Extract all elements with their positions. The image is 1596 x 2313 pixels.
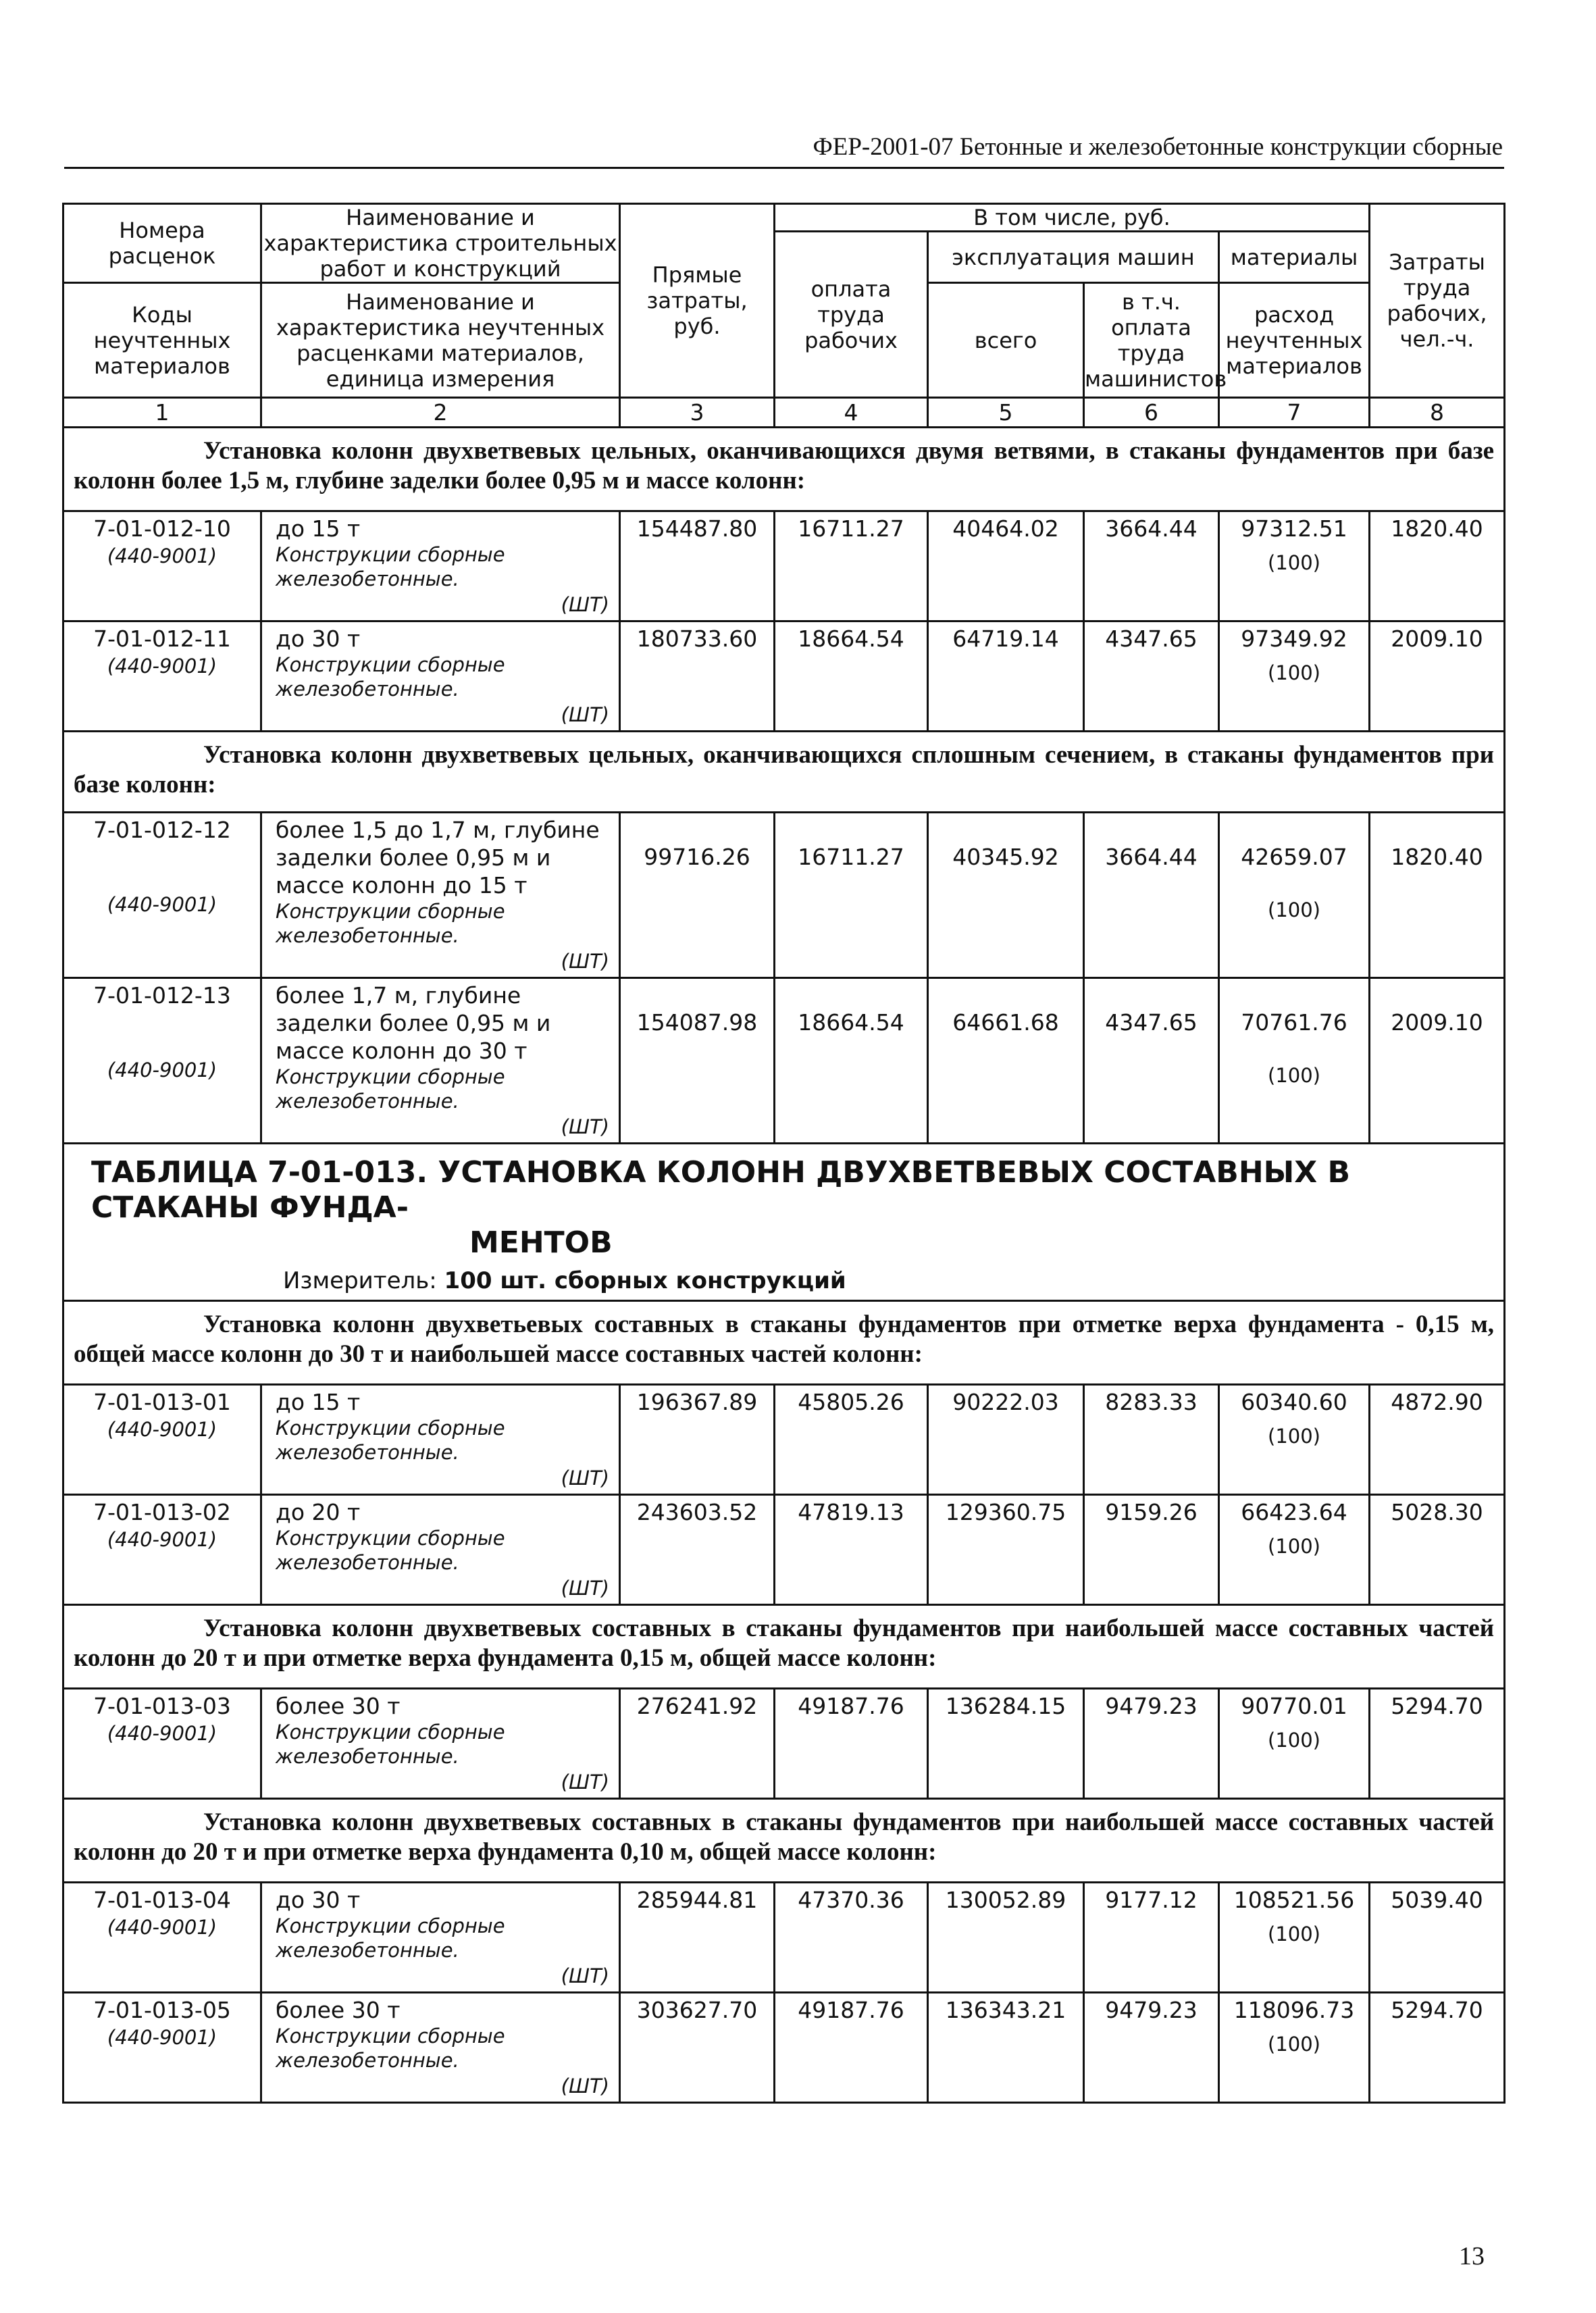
material-qty: (100)	[1268, 1064, 1320, 1087]
labor-pay: 47370.36	[775, 1883, 928, 1993]
rate-name: более 1,7 м, глубине заделки более 0,95 м и массе колонн до 30 т	[276, 982, 551, 1064]
material-name: Конструкции сборные железобетонные.	[276, 543, 505, 590]
machines-total: 40464.02	[928, 511, 1084, 621]
material-qty: (100)	[1268, 1425, 1320, 1448]
operators-pay: 4347.65	[1084, 978, 1219, 1144]
labor-pay: 16711.27	[775, 813, 928, 978]
header-labor-pay: оплата труда рабочих	[775, 232, 928, 398]
labor-hours: 2009.10	[1370, 978, 1505, 1144]
rate-code: 7-01-013-04	[93, 1887, 231, 1913]
header-work-name: Наименование и характеристика строительных работ и конструкций	[261, 204, 620, 283]
material-name: Конструкции сборные железобетонные.	[276, 1527, 505, 1574]
machines-total: 136284.15	[928, 1689, 1084, 1799]
rate-name-cell	[261, 1385, 620, 1495]
table-title-block	[63, 1144, 1505, 1301]
header-machines: эксплуатация машин	[928, 232, 1219, 283]
header-machines-total: всего	[928, 283, 1084, 398]
rate-code: 7-01-012-12	[93, 817, 231, 843]
direct-costs: 154087.98	[620, 978, 775, 1144]
machines-total: 130052.89	[928, 1883, 1084, 1993]
operators-pay: 9177.12	[1084, 1883, 1219, 1993]
material-code: (440-9001)	[107, 1528, 217, 1551]
material-qty: (100)	[1268, 1923, 1320, 1946]
labor-hours: 1820.40	[1370, 511, 1505, 621]
machines-total: 90222.03	[928, 1385, 1084, 1495]
materials-cell	[1219, 1883, 1370, 1993]
rates-table	[62, 203, 1505, 2104]
material-name: Конструкции сборные железобетонные.	[276, 1065, 505, 1113]
materials-value: 42659.07	[1241, 844, 1347, 870]
materials-cell	[1219, 1689, 1370, 1799]
rate-code-cell	[63, 1385, 261, 1495]
section-heading: Установка колонн двухветвевых составных в стаканы фундаментов при наибольшей массе составных частей колонн до 20 т и при отметке верха фундамента 0,15 м, общей массе колонн:	[63, 1605, 1505, 1689]
rate-name-cell	[261, 813, 620, 978]
section-heading: Установка колонн двухветвевых составных в стаканы фундаментов при наибольшей массе составных частей колонн до 20 т и при отметке верха фундамента 0,10 м, общей массе колонн:	[63, 1799, 1505, 1883]
header-unaccounted-materials: расход неучтенных материалов	[1219, 283, 1370, 398]
materials-cell	[1219, 511, 1370, 621]
unit: (ШТ)	[561, 1771, 609, 1794]
unit: (ШТ)	[561, 1115, 609, 1138]
machines-total: 64719.14	[928, 621, 1084, 732]
operators-pay: 8283.33	[1084, 1385, 1219, 1495]
materials-cell	[1219, 1385, 1370, 1495]
material-name: Конструкции сборные железобетонные.	[276, 2025, 505, 2072]
material-code: (440-9001)	[107, 655, 217, 678]
table-title: ТАБЛИЦА 7-01-013. УСТАНОВКА КОЛОНН ДВУХВЕТВЕВЫХ СОСТАВНЫХ В СТАКАНЫ ФУНДА-	[91, 1155, 1351, 1225]
material-qty: (100)	[1268, 2033, 1320, 2056]
rate-code-cell	[63, 1883, 261, 1993]
rate-name-cell	[261, 1689, 620, 1799]
materials-value: 60340.60	[1241, 1389, 1347, 1415]
unit: (ШТ)	[561, 2075, 609, 2098]
header-rule	[64, 167, 1504, 169]
unit: (ШТ)	[561, 950, 609, 973]
section-heading: Установка колонн двухветвевых цельных, оканчивающихся двумя ветвями, в стаканы фундаментов при базе колонн более 1,5 м, глубине заделки более 0,95 м и массе колонн:	[63, 428, 1505, 511]
materials-value: 108521.56	[1233, 1887, 1355, 1913]
operators-pay: 9479.23	[1084, 1689, 1219, 1799]
rate-name: до 20 т	[276, 1499, 361, 1525]
unit: (ШТ)	[561, 1577, 609, 1600]
labor-hours: 2009.10	[1370, 621, 1505, 732]
operators-pay: 3664.44	[1084, 813, 1219, 978]
material-qty: (100)	[1268, 551, 1320, 574]
rate-name: до 30 т	[276, 626, 361, 652]
column-number: 3	[620, 398, 775, 428]
materials-value: 97349.92	[1241, 626, 1347, 652]
rate-name: более 1,5 до 1,7 м, глубине заделки более 0,95 м и массе колонн до 15 т	[276, 817, 600, 898]
unit: (ШТ)	[561, 1467, 609, 1490]
direct-costs: 243603.52	[620, 1495, 775, 1605]
material-code: (440-9001)	[107, 1916, 217, 1939]
rate-code-cell	[63, 1689, 261, 1799]
column-number: 1	[63, 398, 261, 428]
direct-costs: 303627.70	[620, 1993, 775, 2103]
labor-pay: 49187.76	[775, 1993, 928, 2103]
materials-value: 66423.64	[1241, 1499, 1347, 1525]
material-name: Конструкции сборные железобетонные.	[276, 900, 505, 947]
section-heading: Установка колонн двухветьевых составных в стаканы фундаментов при отметке верха фундамента - 0,15 м, общей массе колонн до 30 т и наибольшей массе составных частей колонн:	[63, 1301, 1505, 1385]
rate-name: до 30 т	[276, 1887, 361, 1913]
column-number: 6	[1084, 398, 1219, 428]
direct-costs: 285944.81	[620, 1883, 775, 1993]
material-qty: (100)	[1268, 661, 1320, 684]
header-labor-hours: Затраты труда рабочих, чел.-ч.	[1370, 204, 1505, 398]
rate-name-cell	[261, 1993, 620, 2103]
measure-label: Измеритель:	[283, 1267, 437, 1294]
header-rate-number: Номера расценок	[63, 204, 261, 283]
rate-code: 7-01-013-02	[93, 1499, 231, 1525]
materials-cell	[1219, 621, 1370, 732]
labor-hours: 1820.40	[1370, 813, 1505, 978]
operators-pay: 3664.44	[1084, 511, 1219, 621]
rate-name-cell	[261, 621, 620, 732]
rate-name: до 15 т	[276, 1389, 361, 1415]
material-name: Конструкции сборные железобетонные.	[276, 1721, 505, 1768]
material-code: (440-9001)	[107, 2026, 217, 2049]
rate-name: более 30 т	[276, 1693, 401, 1719]
materials-cell	[1219, 813, 1370, 978]
labor-pay: 47819.13	[775, 1495, 928, 1605]
labor-hours: 4872.90	[1370, 1385, 1505, 1495]
material-code: (440-9001)	[107, 1418, 217, 1441]
material-name: Конструкции сборные железобетонные.	[276, 1417, 505, 1464]
labor-hours: 5294.70	[1370, 1689, 1505, 1799]
material-code: (440-9001)	[107, 1059, 217, 1082]
material-qty: (100)	[1268, 898, 1320, 921]
material-qty: (100)	[1268, 1729, 1320, 1752]
rate-code-cell	[63, 813, 261, 978]
page-number: 13	[1459, 2242, 1485, 2270]
direct-costs: 196367.89	[620, 1385, 775, 1495]
direct-costs: 276241.92	[620, 1689, 775, 1799]
labor-hours: 5039.40	[1370, 1883, 1505, 1993]
rate-code-cell	[63, 1993, 261, 2103]
rate-code: 7-01-012-13	[93, 982, 231, 1009]
header-materials: материалы	[1219, 232, 1370, 283]
table-title-continued: МЕНТОВ	[469, 1225, 613, 1260]
measure-value: 100 шт. сборных конструкций	[444, 1267, 846, 1294]
column-number: 5	[928, 398, 1084, 428]
machines-total: 40345.92	[928, 813, 1084, 978]
column-number: 2	[261, 398, 620, 428]
table-measure	[91, 1267, 1490, 1294]
labor-pay: 45805.26	[775, 1385, 928, 1495]
operators-pay: 9159.26	[1084, 1495, 1219, 1605]
direct-costs: 154487.80	[620, 511, 775, 621]
operators-pay: 4347.65	[1084, 621, 1219, 732]
unit: (ШТ)	[561, 703, 609, 726]
rate-name-cell	[261, 1883, 620, 1993]
rate-code-cell	[63, 511, 261, 621]
labor-hours: 5294.70	[1370, 1993, 1505, 2103]
materials-cell	[1219, 1993, 1370, 2103]
material-name: Конструкции сборные железобетонные.	[276, 653, 505, 701]
column-number: 8	[1370, 398, 1505, 428]
rate-name: более 30 т	[276, 1997, 401, 2023]
rate-code-cell	[63, 621, 261, 732]
direct-costs: 99716.26	[620, 813, 775, 978]
materials-cell	[1219, 978, 1370, 1144]
material-qty: (100)	[1268, 1535, 1320, 1558]
material-code: (440-9001)	[107, 893, 217, 916]
direct-costs: 180733.60	[620, 621, 775, 732]
rate-code: 7-01-012-11	[93, 626, 231, 652]
material-name: Конструкции сборные железобетонные.	[276, 1914, 505, 1962]
column-number: 7	[1219, 398, 1370, 428]
rate-code-cell	[63, 1495, 261, 1605]
rate-name-cell	[261, 511, 620, 621]
unit: (ШТ)	[561, 593, 609, 616]
rate-name-cell	[261, 978, 620, 1144]
labor-pay: 18664.54	[775, 978, 928, 1144]
rate-code: 7-01-013-05	[93, 1997, 231, 2023]
machines-total: 129360.75	[928, 1495, 1084, 1605]
material-code: (440-9001)	[107, 1722, 217, 1745]
header-material-names: Наименование и характеристика неучтенных расценками материалов, единица измерения	[261, 283, 620, 398]
header-including: В том числе, руб.	[775, 204, 1370, 232]
materials-value: 97312.51	[1241, 515, 1347, 542]
rate-code-cell	[63, 978, 261, 1144]
materials-cell	[1219, 1495, 1370, 1605]
section-heading: Установка колонн двухветвевых цельных, оканчивающихся сплошным сечением, в стаканы фундаментов при базе колонн:	[63, 732, 1505, 813]
rate-code: 7-01-012-10	[93, 515, 231, 542]
operators-pay: 9479.23	[1084, 1993, 1219, 2103]
labor-pay: 16711.27	[775, 511, 928, 621]
labor-pay: 18664.54	[775, 621, 928, 732]
unit: (ШТ)	[561, 1964, 609, 1987]
labor-pay: 49187.76	[775, 1689, 928, 1799]
rate-name: до 15 т	[276, 515, 361, 542]
material-code: (440-9001)	[107, 544, 217, 567]
rate-code: 7-01-013-03	[93, 1693, 231, 1719]
materials-value: 90770.01	[1241, 1693, 1347, 1719]
materials-value: 70761.76	[1241, 1009, 1347, 1036]
running-header: ФЕР-2001-07 Бетонные и железобетонные конструкции сборные	[813, 133, 1503, 161]
rate-code: 7-01-013-01	[93, 1389, 231, 1415]
rate-name-cell	[261, 1495, 620, 1605]
column-number: 4	[775, 398, 928, 428]
header-operators-pay: в т.ч. оплата труда машинистов	[1084, 283, 1219, 398]
machines-total: 64661.68	[928, 978, 1084, 1144]
materials-value: 118096.73	[1233, 1997, 1355, 2023]
header-material-codes: Коды неучтенных материалов	[63, 283, 261, 398]
machines-total: 136343.21	[928, 1993, 1084, 2103]
header-direct-costs: Прямые затраты, руб.	[620, 204, 775, 398]
labor-hours: 5028.30	[1370, 1495, 1505, 1605]
